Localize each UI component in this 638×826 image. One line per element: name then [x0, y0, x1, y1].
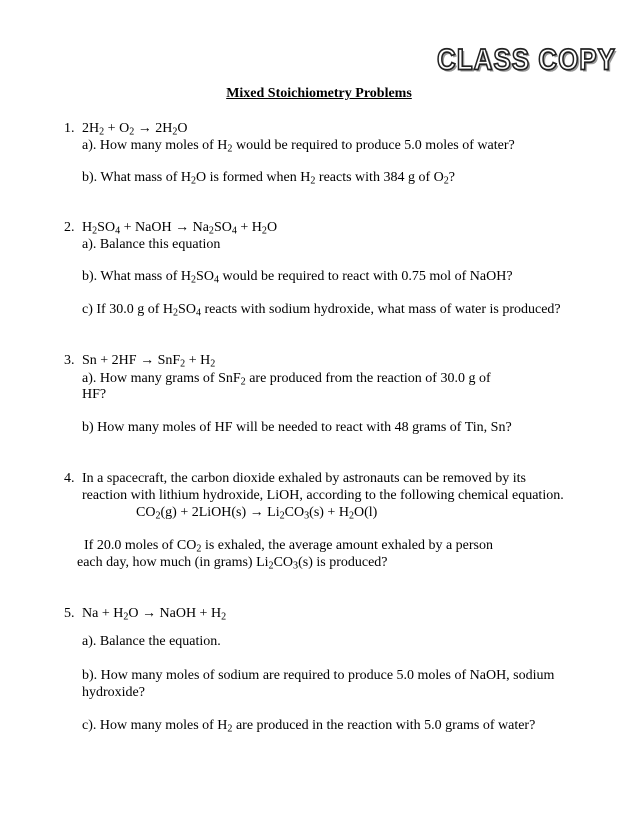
problem-4-text-line2: reaction with lithium hydroxide, LiOH, according to the following chemical equation.: [82, 488, 564, 503]
problem-1a: a). How many moles of $H_2$ would be required to produce 5.0 moles of water?: [82, 138, 515, 155]
problem-2c: c) If 30.0 g of $H_2SO_4$ reacts with sodium hydroxide, what mass of water is produced?: [82, 302, 561, 319]
page-title: Mixed Stoichiometry Problems: [226, 86, 412, 101]
problem-1-number: 1.: [64, 121, 75, 136]
problem-4-number: 4.: [64, 471, 75, 486]
problem-2-number: 2.: [64, 220, 75, 235]
problem-1-equation: $2H_2 + O_2 \to 2H_2O$: [82, 121, 188, 138]
problem-1b: b). What mass of $H_2O$ is formed when $H_2$ reacts with 384 g of $O_2$?: [82, 170, 455, 187]
class-copy-stamp: CLASS COPY: [436, 41, 616, 77]
problem-4-text-line1: In a spacecraft, the carbon dioxide exhaled by astronauts can be removed by its: [82, 471, 526, 486]
problem-5-equation: $Na + H_2O$ → NaOH + $H_2$: [82, 606, 227, 623]
problem-4-equation: $CO_2(g)$ + 2LiOH(s) → $Li_2CO_3(s) + H_2O(l)$: [136, 505, 378, 522]
problem-5c: c). How many moles of $H_2$ are produced in the reaction with 5.0 grams of water?: [82, 718, 536, 735]
problem-2-equation: $H_2SO_4$ + NaOH → $Na_2SO_4 + H_2O$: [82, 220, 278, 237]
problem-5a: a). Balance the equation.: [82, 634, 221, 649]
problem-5b: b). How many moles of sodium are required to produce 5.0 moles of NaOH, sodium: [82, 668, 555, 683]
problem-4-question-line2: each day, how much (in grams) $Li_2CO_3(s)$ is produced?: [77, 555, 388, 572]
problem-2a: a). Balance this equation: [82, 237, 221, 252]
problem-3-number: 3.: [64, 353, 75, 368]
problem-5-number: 5.: [64, 606, 75, 621]
problem-4-question-line1: If 20.0 moles of $CO_2$ is exhaled, the average amount exhaled by a person: [84, 538, 493, 555]
problem-5b-cont: hydroxide?: [82, 685, 145, 700]
problem-3-equation: $Sn + 2HF \to SnF_2 + H_2$: [82, 353, 216, 370]
problem-3b: b) How many moles of HF will be needed to react with 48 grams of Tin, Sn?: [82, 420, 512, 435]
problem-3a-cont: HF?: [82, 387, 107, 402]
problem-3a: a). How many grams of SnF$_2$ are produced from the reaction of 30.0 g of: [82, 371, 491, 388]
problem-2b: b). What mass of $H_2SO_4$ would be required to react with 0.75 mol of NaOH?: [82, 269, 513, 286]
